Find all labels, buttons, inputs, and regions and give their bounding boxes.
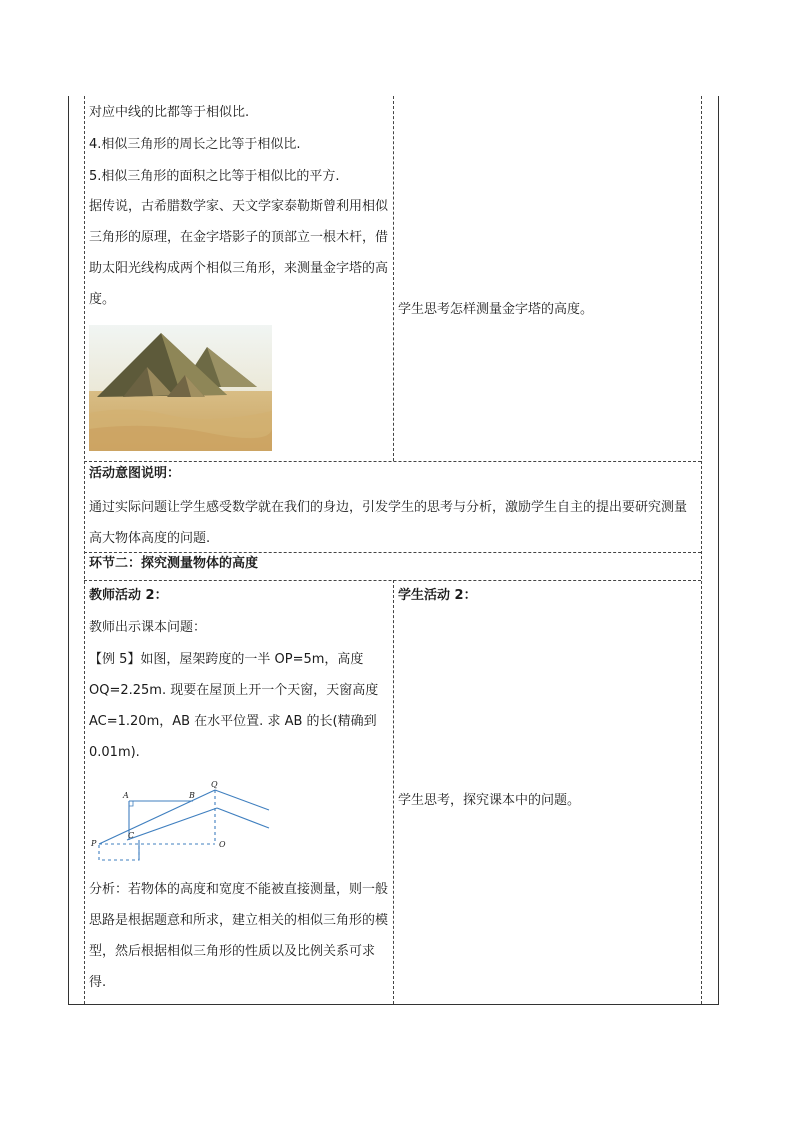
label-a: A <box>123 791 129 800</box>
table-right-border <box>718 96 719 1004</box>
teacher-activity-heading: 教师活动 2： <box>89 588 168 603</box>
student-activity-text: 学生思考，探究课本中的问题。 <box>398 793 581 808</box>
label-o: O <box>219 840 226 849</box>
cell-right-edge <box>701 96 702 1004</box>
roof-truss-diagram <box>89 778 279 870</box>
table-bottom-border <box>68 1004 719 1005</box>
roof-right-upper <box>215 790 269 810</box>
intent-heading: 活动意图说明： <box>89 466 181 481</box>
roof-right-lower <box>217 808 269 828</box>
row-separator-3 <box>84 580 701 581</box>
label-b: B <box>189 791 195 800</box>
intent-body: 通过实际问题让学生感受数学就在我们的身边，引发学生的思考与分析，激励学生自主的提出要研究测量高大物体高度的问题. <box>89 500 688 546</box>
property-line: 4.相似三角形的周长之比等于相似比. <box>89 137 301 152</box>
analysis-text: 分析：若物体的高度和宽度不能被直接测量，则一般思路是根据题意和所求，建立相关的相似三角形的模型，然后根据相似三角形的性质以及比例关系可求得. <box>89 882 389 990</box>
teacher-intro-text: 教师出示课本问题： <box>89 620 207 635</box>
roof-lower-line <box>127 808 217 840</box>
student-activity-heading: 学生活动 2： <box>398 588 477 603</box>
pyramids-image <box>89 325 272 451</box>
thales-legend-paragraph: 据传说，古希腊数学家、天文学家泰勒斯曾利用相似三角形的原理，在金字塔影子的顶部立一根木杆，借助太阳光线构成两个相似三角形，来测量金字塔的高度。 <box>89 199 389 307</box>
roof-upper-line <box>99 790 215 844</box>
example-problem: 【例 5】如图，屋架跨度的一半 OP=5m，高度 OQ=2.25m. 现要在屋顶上开一个天窗，天窗高度 AC=1.20m，AB 在水平位置. 求 AB 的长(精确到 0.01m). <box>89 652 379 760</box>
cell-left-edge <box>84 96 85 1004</box>
table-left-border <box>68 96 69 1004</box>
property-line: 5.相似三角形的面积之比等于相似比的平方. <box>89 169 340 184</box>
label-p: P <box>91 839 97 848</box>
label-q: Q <box>211 780 218 789</box>
property-line: 对应中线的比都等于相似比. <box>89 105 250 120</box>
column-divider-bottom <box>393 580 394 1004</box>
section-title: 环节二：探究测量物体的高度 <box>89 556 259 571</box>
student-thinking-text: 学生思考怎样测量金字塔的高度。 <box>398 302 594 317</box>
label-c: C <box>128 831 135 840</box>
